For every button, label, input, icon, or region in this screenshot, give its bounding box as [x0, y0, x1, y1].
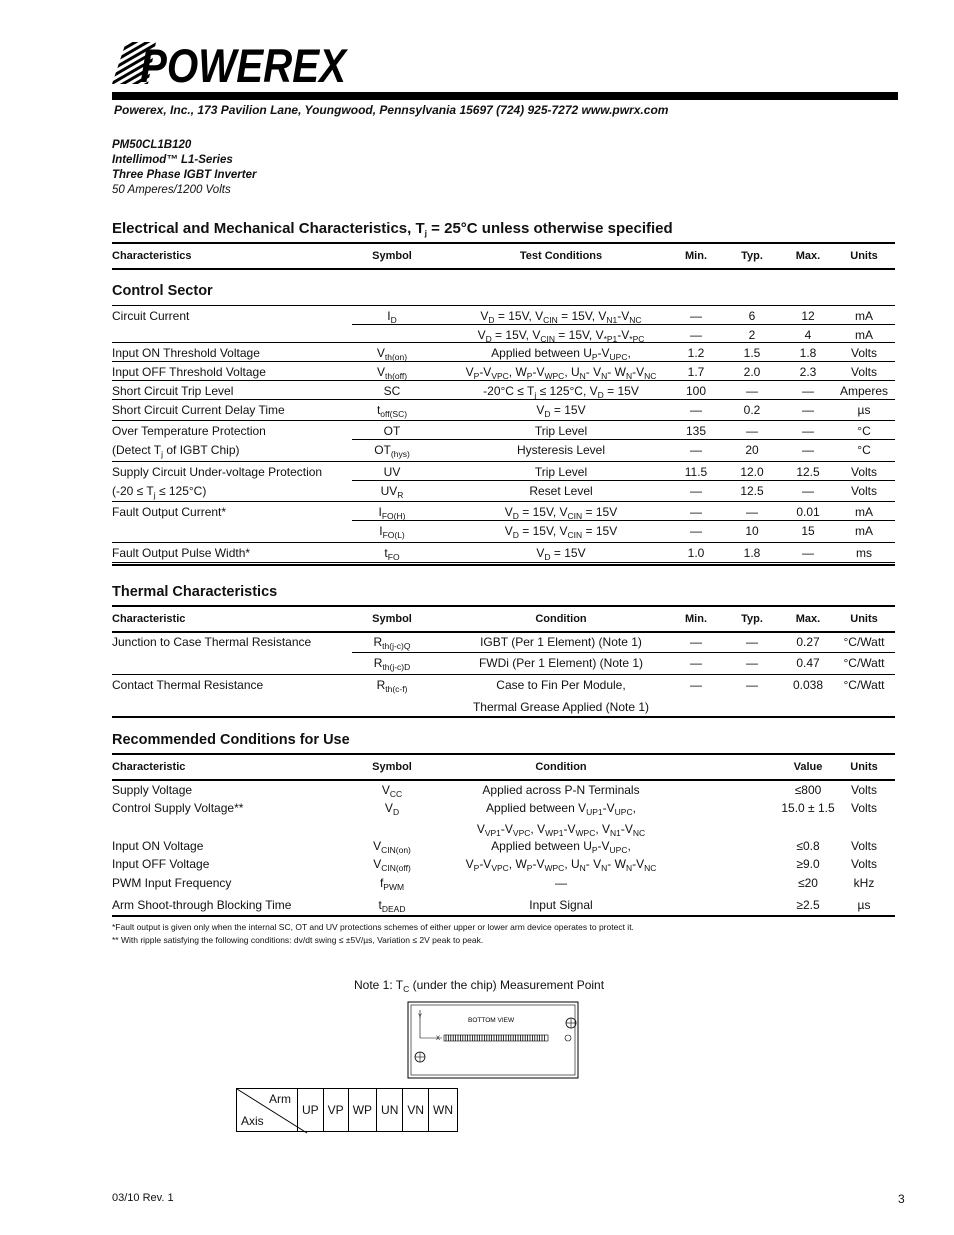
table-cell: $OT_{(hys)}$ — [374, 443, 410, 459]
table-cell: $t_{off(SC)}$ — [376, 403, 408, 419]
table-cell: µs — [857, 898, 871, 912]
table-rule — [112, 361, 895, 362]
table-rule — [112, 564, 895, 566]
table-cell: ≥9.0 — [796, 857, 820, 871]
arm-header: WN — [429, 1089, 458, 1132]
table-cell: mA — [855, 328, 873, 342]
table-cell: 15 — [801, 524, 815, 538]
table-cell: $V_{VP1}-V_{VPC}$, $V_{WP1}-V_{WPC}$, $V_{N1}-V_{NC}$ — [476, 822, 646, 838]
table-cell: °C/Watt — [843, 678, 885, 692]
table-rule — [112, 915, 895, 917]
table-cell: 0.038 — [792, 678, 824, 692]
table-cell: — — [690, 403, 702, 417]
table-cell: $V_D = 15V$, $V_{CIN} = 15V$, $V_{*P1}-V_{*PC}$ — [477, 328, 645, 344]
table-cell: Input ON Voltage — [112, 839, 204, 853]
table-cell: Junction to Case Thermal Resistance — [112, 635, 312, 649]
measurement-point-table — [236, 1088, 458, 1132]
part-info — [112, 138, 256, 198]
arm-header: UN — [377, 1089, 403, 1132]
table-cell: 1.8 — [743, 546, 761, 560]
table-cell: SC — [383, 384, 401, 398]
table-cell: 135 — [685, 424, 707, 438]
column-header: Test Conditions — [519, 250, 603, 262]
table-cell: °C/Watt — [843, 656, 885, 670]
table-rule — [112, 268, 895, 270]
table-cell: Fault Output Current* — [112, 505, 227, 519]
table-cell: (Detect $T_j$ of IGBT Chip) — [112, 443, 240, 459]
column-header: Min. — [685, 250, 707, 262]
table-rule — [112, 716, 895, 718]
table-cell: $t_{FO}$ — [384, 546, 400, 562]
table-cell: Volts — [850, 783, 877, 797]
arm-header: WP — [348, 1089, 376, 1132]
bottom-view-label: BOTTOM VIEW — [468, 1017, 515, 1024]
table-cell: $V_D = 15V$ — [536, 403, 586, 419]
footnote-ripple: ** With ripple satisfying the following conditions: dv/dt swing ≤ ±5V/µs, Variation ≤ 2V peak to peak. — [112, 935, 484, 945]
table-cell: Case to Fin Per Module, — [496, 678, 626, 692]
arm-header: VN — [403, 1089, 429, 1132]
table-cell: mA — [855, 524, 873, 538]
column-header: Condition — [535, 761, 587, 773]
table-rule — [352, 439, 895, 440]
table-cell: Input OFF Threshold Voltage — [112, 365, 266, 379]
table-cell: $V_D$ — [384, 801, 400, 817]
part-description: Three Phase IGBT Inverter — [112, 169, 257, 181]
powerex-logo — [112, 39, 349, 92]
table-cell: $V_D = 15V$ — [536, 546, 586, 562]
table-cell: — — [690, 443, 702, 457]
table-cell: — — [746, 424, 758, 438]
table-cell: 1.8 — [799, 346, 817, 360]
table-cell: Trip Level — [534, 465, 588, 479]
table-cell: Input OFF Voltage — [112, 857, 210, 871]
table-cell: Applied between $U_P-V_{UPC}$, — [491, 346, 631, 362]
table-rule — [112, 305, 895, 306]
table-cell: — — [802, 424, 814, 438]
table-cell: 1.0 — [687, 546, 705, 560]
table-cell: Contact Thermal Resistance — [112, 678, 264, 692]
table-cell: mA — [855, 505, 873, 519]
bottom-view-diagram — [408, 1000, 580, 1080]
table-cell: 12.5 — [796, 465, 820, 479]
table-cell: $V_{CIN(off)}$ — [373, 857, 411, 873]
table-rule — [112, 631, 895, 633]
table-cell: 6 — [748, 309, 756, 323]
table-cell: $f_{PWM}$ — [379, 876, 405, 892]
table-cell: — — [746, 656, 758, 670]
table-cell: — — [746, 384, 758, 398]
table-rule — [112, 501, 895, 502]
table-cell: 2.3 — [799, 365, 817, 379]
column-header: Min. — [685, 613, 707, 625]
x-axis-label: X — [436, 1036, 441, 1042]
table-cell: Applied across P-N Terminals — [482, 783, 640, 797]
column-header: Units — [850, 613, 878, 625]
table-cell: 4 — [804, 328, 812, 342]
table-cell: Thermal Grease Applied (Note 1) — [472, 700, 650, 714]
table-cell: — — [746, 505, 758, 519]
arm-header: VP — [323, 1089, 348, 1132]
table-cell: ≥2.5 — [796, 898, 820, 912]
table-rule — [112, 399, 895, 400]
table-cell: 15.0 ± 1.5 — [781, 801, 835, 815]
section-title-recommended: Recommended Conditions for Use — [112, 732, 350, 748]
table-rule — [352, 652, 895, 653]
table-cell: $V_{th(off)}$ — [376, 365, 408, 381]
table-cell: — — [690, 524, 702, 538]
table-cell: 1.5 — [743, 346, 761, 360]
part-series: Intellimod™ L1-Series — [112, 154, 233, 166]
table-rule — [112, 779, 895, 781]
table-rule — [352, 480, 895, 481]
table-cell: $V_D = 15V$, $V_{CIN} = 15V$ — [504, 505, 618, 521]
table-cell: 0.01 — [796, 505, 820, 519]
table-cell: ≤20 — [798, 876, 818, 890]
table-cell: 20 — [745, 443, 759, 457]
table-rule — [112, 242, 895, 244]
column-header: Symbol — [372, 613, 412, 625]
table-cell: Volts — [850, 857, 877, 871]
table-rule — [112, 674, 895, 675]
column-header: Typ. — [741, 613, 763, 625]
table-cell: FWDi (Per 1 Element) (Note 1) — [478, 656, 644, 670]
table-rule — [112, 562, 895, 563]
table-cell: kHz — [853, 876, 875, 890]
table-cell: Volts — [850, 365, 877, 379]
table-rule — [112, 420, 895, 421]
column-header: Typ. — [741, 250, 763, 262]
section-title-thermal: Thermal Characteristics — [112, 584, 278, 600]
table-cell: Supply Voltage — [112, 783, 193, 797]
axis-label: Axis — [241, 1114, 264, 1128]
table-cell: mA — [855, 309, 873, 323]
table-cell: Control Supply Voltage** — [112, 801, 244, 815]
table-cell: — — [690, 635, 702, 649]
table-rule — [352, 324, 895, 325]
table-cell: OT — [383, 424, 401, 438]
table-cell: Volts — [850, 839, 877, 853]
table-cell: 12.0 — [740, 465, 764, 479]
part-rating: 50 Amperes/1200 Volts — [112, 184, 231, 196]
column-header: Characteristics — [112, 250, 192, 262]
table-cell: Input Signal — [529, 898, 593, 912]
table-cell: $V_{CC}$ — [381, 783, 403, 799]
table-cell: $I_D$ — [387, 309, 397, 325]
table-cell: UV — [383, 465, 401, 479]
table-cell: — — [690, 309, 702, 323]
table-cell: 12 — [801, 309, 815, 323]
table-cell: 0.47 — [796, 656, 820, 670]
table-cell: — — [802, 384, 814, 398]
table-cell: 12.5 — [740, 484, 764, 498]
table-cell: Volts — [850, 801, 877, 815]
arm-header: UP — [298, 1089, 324, 1132]
part-number: PM50CL1B120 — [112, 139, 192, 151]
table-cell: °C — [857, 424, 871, 438]
main-heading: Electrical and Mechanical Characteristics, $T_j = 25^\circ C$ unless otherwise specified — [112, 220, 673, 238]
table-cell: Short Circuit Current Delay Time — [112, 403, 285, 417]
y-axis-label: Y — [418, 1014, 423, 1020]
table-cell: — — [555, 876, 567, 890]
column-header: Units — [850, 761, 878, 773]
table-cell: $-20^\circ C \le T_j \le 125^\circ C$, $V_D = 15V$ — [483, 384, 639, 400]
table-cell: $I_{FO(H)}$ — [378, 505, 406, 521]
company-address: Powerex, Inc., 173 Pavilion Lane, Youngwood, Pennsylvania 15697 (724) 925-7272 www.pwrx.com — [114, 103, 669, 117]
table-cell: $V_P-V_{VPC}$, $W_P-V_{WPC}$, $U_N-$ $V_N-$ $W_N-V_{NC}$ — [465, 365, 657, 381]
table-cell: ≤0.8 — [796, 839, 820, 853]
table-cell: 0.2 — [743, 403, 761, 417]
table-cell: Fault Output Pulse Width* — [112, 546, 251, 560]
table-rule — [112, 461, 895, 462]
table-cell: — — [690, 328, 702, 342]
table-rule — [112, 605, 895, 607]
table-cell: Applied between $V_{UP1}-V_{UPC}$, — [486, 801, 636, 817]
table-cell: — — [802, 443, 814, 457]
table-cell: $V_{CIN(on)}$ — [373, 839, 411, 855]
table-cell: °C/Watt — [843, 635, 885, 649]
table-cell: 1.7 — [687, 365, 705, 379]
table-cell: Applied between $U_P-V_{UPC}$, — [491, 839, 631, 855]
table-cell: 100 — [685, 384, 707, 398]
header-bar — [112, 92, 898, 100]
table-cell: 10 — [745, 524, 759, 538]
table-cell: Trip Level — [534, 424, 588, 438]
table-cell: $I_{FO(L)}$ — [379, 524, 405, 540]
table-cell: Volts — [850, 484, 877, 498]
table-cell: ≤800 — [794, 783, 822, 797]
column-header: Units — [850, 250, 878, 262]
column-header: Max. — [795, 250, 821, 262]
table-cell: 1.2 — [687, 346, 705, 360]
column-header: Max. — [795, 613, 821, 625]
table-cell: µs — [857, 403, 871, 417]
table-cell: — — [746, 635, 758, 649]
table-cell: — — [690, 484, 702, 498]
section-title-control: Control Sector — [112, 283, 213, 299]
table-cell: — — [802, 546, 814, 560]
table-cell: — — [802, 403, 814, 417]
table-cell: — — [690, 678, 702, 692]
table-rule — [352, 520, 895, 521]
table-cell: 0.27 — [796, 635, 820, 649]
page-number: 3 — [898, 1192, 905, 1206]
revision: 03/10 Rev. 1 — [112, 1192, 174, 1204]
footnote-fault: *Fault output is given only when the internal SC, OT and UV protections schemes of either upper or lower arm device operates to protect it. — [112, 922, 634, 932]
table-cell: Short Circuit Trip Level — [112, 384, 234, 398]
note-1-title: Note 1: $T_C$ (under the chip) Measurement Point — [354, 978, 605, 994]
table-cell: 2 — [748, 328, 756, 342]
table-cell: Volts — [850, 346, 877, 360]
table-cell: $(-20 \le T_j \le 125^\circ C)$ — [112, 484, 207, 500]
table-cell: Arm Shoot-through Blocking Time — [112, 898, 292, 912]
table-cell: $R_{th(j-c)Q}$ — [373, 635, 411, 651]
table-cell: Supply Circuit Under-voltage Protection — [112, 465, 323, 479]
column-header: Characteristic — [112, 761, 186, 773]
arm-label: Arm — [269, 1092, 291, 1106]
table-cell: IGBT (Per 1 Element) (Note 1) — [480, 635, 642, 649]
table-cell: — — [690, 505, 702, 519]
table-cell: ms — [856, 546, 872, 560]
table-cell: — — [690, 656, 702, 670]
table-cell: °C — [857, 443, 871, 457]
table-cell: Input ON Threshold Voltage — [112, 346, 260, 360]
table-cell: 2.0 — [743, 365, 761, 379]
table-rule — [112, 342, 895, 343]
column-header: Symbol — [372, 761, 412, 773]
table-cell: $t_{DEAD}$ — [378, 898, 406, 914]
table-cell: — — [802, 484, 814, 498]
column-header: Value — [793, 761, 823, 773]
table-cell: Circuit Current — [112, 309, 190, 323]
table-cell: $R_{th(j-c)D}$ — [373, 656, 411, 672]
table-cell: Over Temperature Protection — [112, 424, 266, 438]
table-cell: 11.5 — [684, 465, 708, 479]
table-cell: Amperes — [839, 384, 889, 398]
table-cell: — — [746, 678, 758, 692]
arm-axis-corner — [237, 1089, 298, 1132]
column-header: Condition — [535, 613, 587, 625]
table-cell: PWM Input Frequency — [112, 876, 232, 890]
table-cell: $V_{th(on)}$ — [376, 346, 408, 362]
table-cell: Hysteresis Level — [516, 443, 606, 457]
column-header: Symbol — [372, 250, 412, 262]
table-cell: Volts — [850, 465, 877, 479]
table-cell: $UV_R$ — [380, 484, 404, 500]
table-cell: $R_{th(c-f)}$ — [376, 678, 408, 694]
table-cell: $V_P-V_{VPC}$, $W_P-V_{WPC}$, $U_N-$ $V_N-$ $W_N-V_{NC}$ — [465, 857, 657, 873]
table-rule — [112, 542, 895, 543]
column-header: Characteristic — [112, 613, 186, 625]
table-rule — [112, 380, 895, 381]
table-cell: $V_D = 15V$, $V_{CIN} = 15V$, $V_{N1}-V_{NC}$ — [480, 309, 642, 325]
svg-text:POWEREX: POWEREX — [140, 39, 349, 92]
table-cell: $V_D = 15V$, $V_{CIN} = 15V$ — [504, 524, 618, 540]
table-rule — [112, 753, 895, 755]
table-cell: Reset Level — [529, 484, 593, 498]
